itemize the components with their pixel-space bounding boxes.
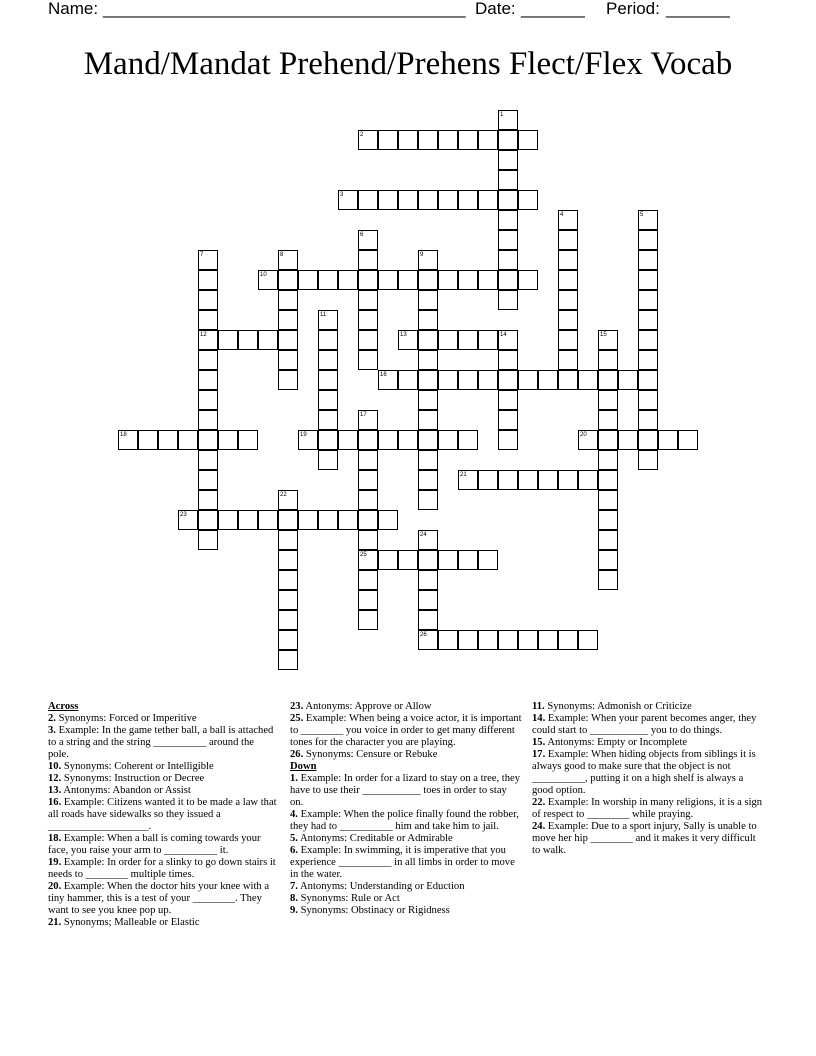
- cell-number: 6: [360, 232, 364, 238]
- crossword-cell[interactable]: [258, 330, 278, 350]
- crossword-cell[interactable]: [198, 430, 218, 450]
- crossword-cell[interactable]: [278, 350, 298, 370]
- crossword-cell[interactable]: [558, 270, 578, 290]
- crossword-cell[interactable]: [598, 470, 618, 490]
- crossword-cell[interactable]: [398, 430, 418, 450]
- clue-item: 15. Antonyms: Empty or Incomplete: [532, 737, 688, 748]
- crossword-cell[interactable]: [638, 330, 658, 350]
- crossword-cell[interactable]: [538, 470, 558, 490]
- crossword-cell[interactable]: [358, 570, 378, 590]
- cell-number: 20: [580, 432, 587, 438]
- clue-item: 20. Example: When the doctor hits your knee with a tiny hammer, this is a test of your ________. They want to see you knee pop up.: [48, 881, 270, 916]
- crossword-cell[interactable]: [318, 410, 338, 430]
- cell-number: 14: [500, 332, 507, 338]
- crossword-cell[interactable]: [418, 470, 438, 490]
- crossword-cell[interactable]: [198, 450, 218, 470]
- cell-number: 12: [200, 332, 207, 338]
- clue-column-2: [290, 701, 522, 917]
- crossword-cell[interactable]: [498, 130, 518, 150]
- cell-number: 15: [600, 332, 607, 338]
- crossword-cell[interactable]: [358, 250, 378, 270]
- crossword-cell[interactable]: [358, 590, 378, 610]
- crossword-cell[interactable]: [638, 310, 658, 330]
- name-field[interactable]: ________________________________________: [103, 0, 466, 18]
- crossword-cell[interactable]: [478, 190, 498, 210]
- clue-item: 23. Antonyms: Approve or Allow: [290, 701, 432, 712]
- crossword-cell[interactable]: [638, 270, 658, 290]
- crossword-cell[interactable]: [278, 630, 298, 650]
- crossword-cell[interactable]: [278, 590, 298, 610]
- crossword-cell[interactable]: [478, 550, 498, 570]
- crossword-cell[interactable]: [498, 250, 518, 270]
- clue-item: 8. Synonyms: Rule or Act: [290, 893, 400, 904]
- clue-item: 25. Example: When being a voice actor, it is important to ________ you voice in order to get many different tones for the character you are playing.: [290, 713, 522, 748]
- crossword-cell[interactable]: [238, 510, 258, 530]
- crossword-cell[interactable]: [498, 370, 518, 390]
- clue-item: 9. Synonyms: Obstinacy or Rigidness: [290, 905, 450, 916]
- crossword-cell[interactable]: [278, 530, 298, 550]
- crossword-cell[interactable]: [358, 290, 378, 310]
- crossword-cell[interactable]: [138, 430, 158, 450]
- clue-item: 1. Example: In order for a lizard to stay on a tree, they have to use their ___________ toes in order to stay on.: [290, 773, 521, 808]
- cell-number: 9: [420, 252, 424, 258]
- crossword-cell[interactable]: [318, 370, 338, 390]
- crossword-cell[interactable]: [418, 290, 438, 310]
- crossword-cell[interactable]: [438, 430, 458, 450]
- cell-number: 11: [320, 312, 327, 318]
- crossword-cell[interactable]: [578, 370, 598, 390]
- crossword-cell[interactable]: [558, 250, 578, 270]
- crossword-cell[interactable]: [318, 330, 338, 350]
- clue-column-3: [532, 701, 766, 857]
- crossword-cell[interactable]: [358, 430, 378, 450]
- crossword-cell[interactable]: [358, 510, 378, 530]
- crossword-cell[interactable]: [458, 430, 478, 450]
- crossword-cell[interactable]: [638, 410, 658, 430]
- crossword-cell[interactable]: [438, 550, 458, 570]
- clue-item: 16. Example: Citizens wanted it to be made a law that all roads have sidewalks so they issued a ___________________.: [48, 797, 277, 832]
- crossword-cell[interactable]: [278, 550, 298, 570]
- clue-item: 3. Example: In the game tether ball, a ball is attached to a string and the string __________ around the pole.: [48, 725, 274, 760]
- crossword-cell[interactable]: [418, 570, 438, 590]
- crossword-cell[interactable]: [198, 310, 218, 330]
- crossword-cell[interactable]: [598, 510, 618, 530]
- crossword-cell[interactable]: [418, 390, 438, 410]
- crossword-cell[interactable]: [558, 630, 578, 650]
- crossword-cell[interactable]: [478, 330, 498, 350]
- crossword-cell[interactable]: [598, 550, 618, 570]
- crossword-cell[interactable]: [378, 190, 398, 210]
- crossword-cell[interactable]: [598, 390, 618, 410]
- cell-number: 16: [380, 372, 387, 378]
- crossword-cell[interactable]: [558, 330, 578, 350]
- cell-number: 8: [280, 252, 284, 258]
- crossword-cell[interactable]: [638, 250, 658, 270]
- cell-number: 18: [120, 432, 127, 438]
- crossword-cell[interactable]: [278, 270, 298, 290]
- clue-item: 17. Example: When hiding objects from siblings it is always good to make sure that the object is not __________, putting it on a high shelf is always a good option.: [532, 749, 756, 796]
- crossword-cell[interactable]: [498, 470, 518, 490]
- crossword-cell[interactable]: [318, 350, 338, 370]
- crossword-cell[interactable]: [278, 650, 298, 670]
- cell-number: 17: [360, 412, 367, 418]
- crossword-cell[interactable]: [618, 370, 638, 390]
- crossword-cell[interactable]: [198, 470, 218, 490]
- crossword-cell[interactable]: [538, 370, 558, 390]
- crossword-cell[interactable]: [518, 270, 538, 290]
- crossword-cell[interactable]: [498, 410, 518, 430]
- crossword-cell[interactable]: [638, 430, 658, 450]
- crossword-cell[interactable]: [278, 610, 298, 630]
- crossword-cell[interactable]: [598, 490, 618, 510]
- crossword-cell[interactable]: [358, 310, 378, 330]
- crossword-cell[interactable]: [358, 190, 378, 210]
- crossword-cell[interactable]: [518, 370, 538, 390]
- across-heading: Across: [48, 701, 79, 712]
- crossword-cell[interactable]: [598, 530, 618, 550]
- crossword-cell[interactable]: [418, 430, 438, 450]
- crossword-cell[interactable]: [298, 510, 318, 530]
- cell-number: 24: [420, 532, 427, 538]
- crossword-cell[interactable]: [638, 350, 658, 370]
- crossword-cell[interactable]: [438, 370, 458, 390]
- crossword-cell[interactable]: [478, 470, 498, 490]
- cell-number: 7: [200, 252, 204, 258]
- crossword-cell[interactable]: [418, 490, 438, 510]
- cell-number: 5: [640, 212, 644, 218]
- clue-item: 4. Example: When the police finally found the robber, they had to __________ him and take him to jail.: [290, 809, 519, 832]
- crossword-cell[interactable]: [598, 570, 618, 590]
- crossword-cell[interactable]: [638, 230, 658, 250]
- crossword-cell[interactable]: [498, 290, 518, 310]
- crossword-cell[interactable]: [438, 190, 458, 210]
- crossword-cell[interactable]: [518, 630, 538, 650]
- crossword-cell[interactable]: [558, 470, 578, 490]
- crossword-cell[interactable]: [458, 270, 478, 290]
- crossword-cell[interactable]: [598, 370, 618, 390]
- crossword-cell[interactable]: [438, 330, 458, 350]
- crossword-cell[interactable]: [278, 510, 298, 530]
- crossword-cell[interactable]: [398, 550, 418, 570]
- crossword-cell[interactable]: [218, 330, 238, 350]
- crossword-cell[interactable]: [598, 350, 618, 370]
- clue-item: 13. Antonyms: Abandon or Assist: [48, 785, 191, 796]
- crossword-cell[interactable]: [418, 550, 438, 570]
- cell-number: 1: [500, 112, 504, 118]
- crossword-cell[interactable]: [558, 230, 578, 250]
- crossword-cell[interactable]: [498, 230, 518, 250]
- crossword-cell[interactable]: [218, 510, 238, 530]
- crossword-cell[interactable]: [358, 450, 378, 470]
- clue-item: 21. Synonyms; Malleable or Elastic: [48, 917, 200, 928]
- crossword-cell[interactable]: [178, 430, 198, 450]
- crossword-cell[interactable]: [418, 350, 438, 370]
- crossword-cell[interactable]: [438, 270, 458, 290]
- crossword-cell[interactable]: [678, 430, 698, 450]
- crossword-cell[interactable]: [378, 270, 398, 290]
- cell-number: 19: [300, 432, 307, 438]
- crossword-cell[interactable]: [538, 630, 558, 650]
- crossword-cell[interactable]: [518, 190, 538, 210]
- crossword-cell[interactable]: [238, 430, 258, 450]
- crossword-cell[interactable]: [478, 370, 498, 390]
- crossword-cell[interactable]: [638, 370, 658, 390]
- crossword-cell[interactable]: [338, 270, 358, 290]
- crossword-cell[interactable]: [418, 370, 438, 390]
- crossword-cell[interactable]: [498, 190, 518, 210]
- crossword-cell[interactable]: [598, 430, 618, 450]
- crossword-cell[interactable]: [418, 310, 438, 330]
- crossword-cell[interactable]: [558, 290, 578, 310]
- cell-number: 2: [360, 132, 364, 138]
- crossword-cell[interactable]: [578, 470, 598, 490]
- crossword-cell[interactable]: [278, 290, 298, 310]
- cell-number: 22: [280, 492, 287, 498]
- period-label: Period:: [606, 0, 660, 18]
- crossword-cell[interactable]: [438, 630, 458, 650]
- crossword-cell[interactable]: [578, 630, 598, 650]
- crossword-cell[interactable]: [498, 430, 518, 450]
- crossword-cell[interactable]: [358, 270, 378, 290]
- crossword-cell[interactable]: [358, 530, 378, 550]
- crossword-cell[interactable]: [518, 130, 538, 150]
- crossword-cell[interactable]: [198, 490, 218, 510]
- crossword-cell[interactable]: [458, 130, 478, 150]
- crossword-cell[interactable]: [258, 510, 278, 530]
- crossword-cell[interactable]: [638, 450, 658, 470]
- crossword-cell[interactable]: [298, 270, 318, 290]
- crossword-cell[interactable]: [498, 350, 518, 370]
- crossword-cell[interactable]: [598, 450, 618, 470]
- crossword-cell[interactable]: [218, 430, 238, 450]
- crossword-cell[interactable]: [638, 390, 658, 410]
- crossword-cell[interactable]: [398, 270, 418, 290]
- crossword-cell[interactable]: [438, 130, 458, 150]
- crossword-cell[interactable]: [358, 350, 378, 370]
- cell-number: 10: [260, 272, 267, 278]
- crossword-cell[interactable]: [418, 190, 438, 210]
- clue-item: 6. Example: In swimming, it is imperative that you experience __________ in all limbs in order to move in the water.: [290, 845, 515, 880]
- crossword-cell[interactable]: [558, 370, 578, 390]
- crossword-cell[interactable]: [418, 270, 438, 290]
- crossword-cell[interactable]: [518, 470, 538, 490]
- crossword-cell[interactable]: [638, 290, 658, 310]
- crossword-cell[interactable]: [478, 130, 498, 150]
- clue-item: 26. Synonyms: Censure or Rebuke: [290, 749, 438, 760]
- crossword-cell[interactable]: [458, 190, 478, 210]
- clue-item: 10. Synonyms: Coherent or Intelligible: [48, 761, 214, 772]
- date-label: Date:: [475, 0, 516, 18]
- crossword-cell[interactable]: [318, 390, 338, 410]
- crossword-cell[interactable]: [198, 370, 218, 390]
- cell-number: 21: [460, 472, 467, 478]
- crossword-cell[interactable]: [278, 330, 298, 350]
- crossword-cell[interactable]: [398, 190, 418, 210]
- cell-number: 13: [400, 332, 407, 338]
- crossword-cell[interactable]: [198, 510, 218, 530]
- crossword-cell[interactable]: [338, 430, 358, 450]
- crossword-cell[interactable]: [498, 170, 518, 190]
- crossword-cell[interactable]: [398, 370, 418, 390]
- crossword-cell[interactable]: [198, 530, 218, 550]
- crossword-cell[interactable]: [378, 550, 398, 570]
- crossword-cell[interactable]: [478, 270, 498, 290]
- crossword-cell[interactable]: [198, 290, 218, 310]
- crossword-cell[interactable]: [458, 630, 478, 650]
- clue-item: 22. Example: In worship in many religions, it is a sign of respect to ________ while praying.: [532, 797, 763, 820]
- date-field[interactable]: _______: [521, 0, 585, 18]
- crossword-cell[interactable]: [598, 410, 618, 430]
- crossword-cell[interactable]: [278, 310, 298, 330]
- cell-number: 26: [420, 632, 427, 638]
- clue-item: 11. Synonyms: Admonish or Criticize: [532, 701, 692, 712]
- clue-item: 14. Example: When your parent becomes anger, they could start to ___________ you to do things.: [532, 713, 757, 736]
- crossword-cell[interactable]: [318, 510, 338, 530]
- crossword-cell[interactable]: [558, 310, 578, 330]
- crossword-cell[interactable]: [478, 630, 498, 650]
- crossword-cell[interactable]: [358, 610, 378, 630]
- clue-item: 2. Synonyms: Forced or Imperitive: [48, 713, 197, 724]
- crossword-cell[interactable]: [618, 430, 638, 450]
- crossword-cell[interactable]: [278, 570, 298, 590]
- crossword-cell[interactable]: [498, 150, 518, 170]
- clue-column-1: [48, 701, 277, 929]
- crossword-cell[interactable]: [278, 370, 298, 390]
- clue-item: 12. Synonyms: Instruction or Decree: [48, 773, 205, 784]
- crossword-cell[interactable]: [358, 490, 378, 510]
- crossword-cell[interactable]: [378, 510, 398, 530]
- crossword-cell[interactable]: [378, 130, 398, 150]
- crossword-cell[interactable]: [418, 450, 438, 470]
- page-title: Mand/Mandat Prehend/Prehens Flect/Flex Vocab: [83, 46, 733, 82]
- crossword-cell[interactable]: [458, 330, 478, 350]
- cell-number: 23: [180, 512, 187, 518]
- crossword-cell[interactable]: [198, 410, 218, 430]
- clue-item: 7. Antonyms: Understanding or Eduction: [290, 881, 465, 892]
- crossword-cell[interactable]: [498, 270, 518, 290]
- clue-item: 5. Antonyms: Creditable or Admirable: [290, 833, 453, 844]
- clue-item: 18. Example: When a ball is coming towards your face, you raise your arm to __________ it.: [48, 833, 261, 856]
- cell-number: 25: [360, 552, 367, 558]
- crossword-cell[interactable]: [358, 470, 378, 490]
- cell-number: 3: [340, 192, 344, 198]
- crossword-cell[interactable]: [198, 270, 218, 290]
- crossword-cell[interactable]: [198, 390, 218, 410]
- crossword-cell[interactable]: [318, 270, 338, 290]
- crossword-cell[interactable]: [338, 510, 358, 530]
- down-heading: Down: [290, 761, 317, 772]
- crossword-cell[interactable]: [418, 330, 438, 350]
- crossword-cell[interactable]: [158, 430, 178, 450]
- clue-item: 19. Example: In order for a slinky to go down stairs it needs to ________ multiple times.: [48, 857, 276, 880]
- crossword-cell[interactable]: [378, 430, 398, 450]
- crossword-cell[interactable]: [458, 550, 478, 570]
- crossword-cell[interactable]: [498, 210, 518, 230]
- crossword-cell[interactable]: [418, 410, 438, 430]
- cell-number: 4: [560, 212, 564, 218]
- crossword-cell[interactable]: [238, 330, 258, 350]
- crossword-cell[interactable]: [358, 330, 378, 350]
- crossword-cell[interactable]: [398, 130, 418, 150]
- crossword-cell[interactable]: [498, 390, 518, 410]
- crossword-cell[interactable]: [418, 610, 438, 630]
- crossword-cell[interactable]: [498, 630, 518, 650]
- crossword-cell[interactable]: [318, 450, 338, 470]
- period-field[interactable]: _______: [666, 0, 730, 18]
- crossword-cell[interactable]: [418, 130, 438, 150]
- crossword-cell[interactable]: [658, 430, 678, 450]
- crossword-cell[interactable]: [558, 350, 578, 370]
- clue-item: 24. Example: Due to a sport injury, Sally is unable to move her hip ________ and it makes it very difficult to walk.: [532, 821, 757, 856]
- crossword-cell[interactable]: [418, 590, 438, 610]
- crossword-cell[interactable]: [198, 350, 218, 370]
- crossword-cell[interactable]: [318, 430, 338, 450]
- crossword-cell[interactable]: [458, 370, 478, 390]
- name-label: Name:: [48, 0, 99, 18]
